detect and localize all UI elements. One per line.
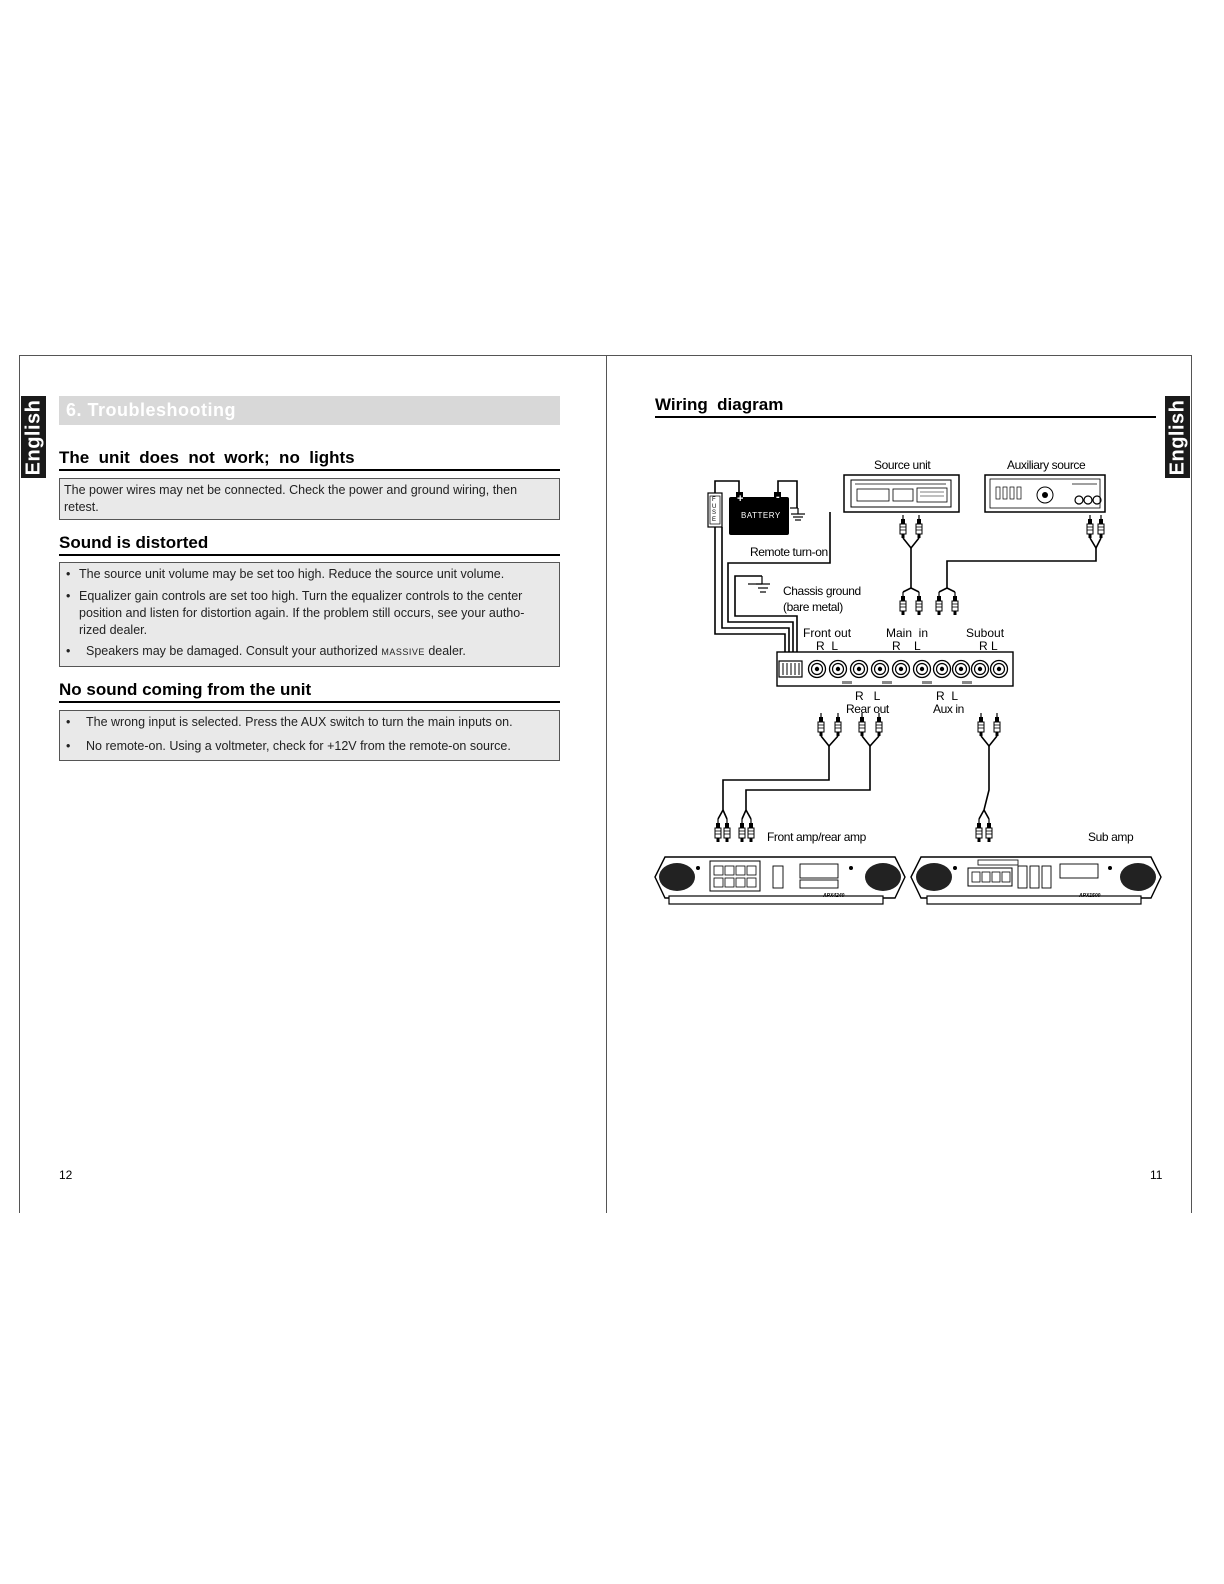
- heading-no-sound: No sound coming from the unit: [59, 680, 560, 703]
- box-no-sound: [59, 710, 560, 761]
- language-tab-label: English: [22, 399, 45, 475]
- front-rear-amplifier: [655, 857, 905, 904]
- label-rear-out: Rear out: [846, 702, 889, 716]
- wiring-diagram-title: Wiring diagram: [655, 395, 1156, 418]
- box-no-lights: [59, 478, 560, 520]
- label-battery-minus: -: [776, 491, 780, 503]
- list-item: • The source unit volume may be set too high. Reduce the source unit volume.: [60, 566, 545, 583]
- label-subout: Subout: [966, 626, 1005, 640]
- label-front-out-rl: R L: [816, 639, 839, 653]
- list-item: [60, 643, 545, 661]
- label-amp2-model: APX1500: [1079, 893, 1101, 899]
- label-rear-out-rl: R L: [855, 689, 881, 703]
- label-battery-plus: +: [737, 493, 744, 505]
- auxiliary-source: [985, 475, 1105, 512]
- list-item-text: Speakers may be damaged. Consult your authorized: [86, 644, 378, 658]
- heading-no-lights: The unit does not work; no lights: [59, 448, 560, 471]
- label-sub-amp: Sub amp: [1088, 830, 1134, 844]
- label-front-out: Front out: [803, 626, 852, 640]
- label-chassis-ground: Chassis ground: [783, 584, 861, 598]
- box-distorted: [59, 562, 560, 667]
- ground-symbol: [790, 508, 805, 520]
- left-page-border: [19, 355, 20, 1213]
- source-unit: [844, 475, 959, 512]
- list-no-sound: [60, 714, 555, 755]
- list-item: • No remote-on. Using a voltmeter, check for +12V from the remote-on source.: [60, 738, 555, 755]
- language-tab-left: [21, 396, 46, 478]
- text-no-lights: The power wires may net be connected. Check the power and ground wiring, then retest.: [64, 483, 518, 514]
- language-tab-label: English: [1166, 399, 1189, 475]
- page-number-left: 12: [59, 1168, 73, 1182]
- heading-distorted: Sound is distorted: [59, 533, 560, 556]
- chassis-ground-symbol: [748, 576, 770, 592]
- section-title: 6. Troubleshooting: [59, 396, 560, 425]
- label-main-in-rl: R L: [892, 639, 921, 653]
- list-distorted: [60, 566, 545, 661]
- list-item: • Equalizer gain controls are set too high. Turn the equalizer controls to the center position and listen for distortion again. If the problem still occurs, see your autho-rized dealer.: [60, 588, 545, 639]
- label-auxiliary-source: Auxiliary source: [1007, 458, 1086, 472]
- label-bare-metal: (bare metal): [783, 600, 843, 614]
- page-number-right: 11: [1150, 1168, 1163, 1182]
- label-aux-in-rl: R L: [936, 689, 959, 703]
- right-page-border: [1191, 355, 1192, 1213]
- label-subout-rl: R L: [979, 639, 998, 653]
- equalizer-unit: [777, 652, 1013, 686]
- label-battery: BATTERY: [741, 511, 781, 520]
- list-item-text: dealer.: [428, 644, 466, 658]
- wiring-diagram: [606, 440, 1191, 920]
- brand-name: MASSIVE: [381, 647, 425, 657]
- label-amp1-model: APX4240: [823, 893, 845, 899]
- label-remote-turn-on: Remote turn-on: [750, 545, 828, 559]
- label-fuse: FUSE: [712, 497, 717, 523]
- sub-amplifier: [911, 857, 1161, 904]
- label-source-unit: Source unit: [874, 458, 931, 472]
- list-item: • The wrong input is selected. Press the AUX switch to turn the main inputs on.: [60, 714, 555, 731]
- label-front-rear-amp: Front amp/rear amp: [767, 830, 866, 844]
- label-aux-in: Aux in: [933, 702, 964, 716]
- label-main-in: Main in: [886, 626, 929, 640]
